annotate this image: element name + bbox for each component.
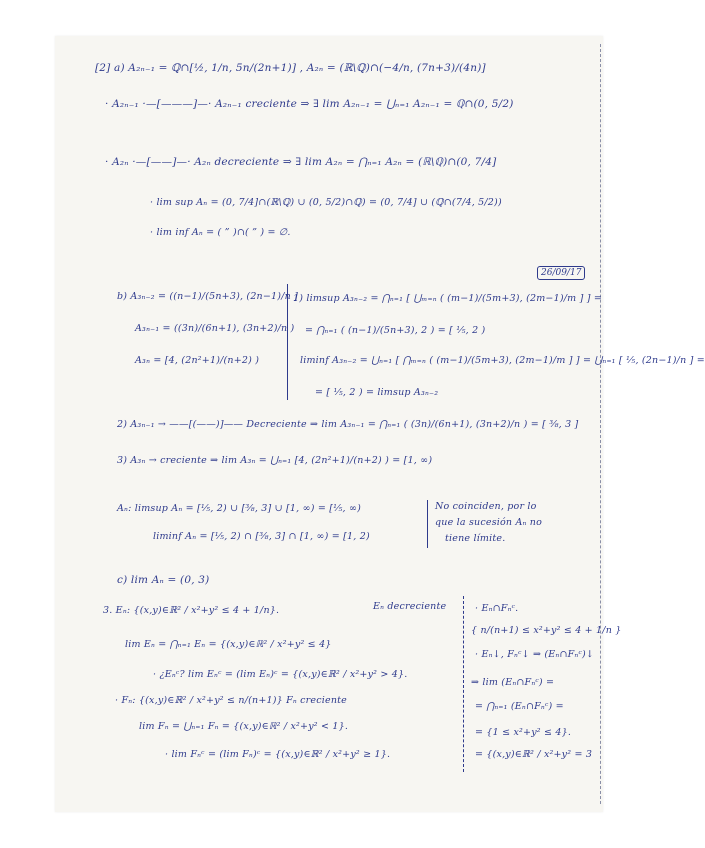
line-b2: 2) A₃ₙ₋₁ → ——[(——)]—— Decreciente ⇒ lim A₃ₙ₋₁ = ⋂ₙ₌₁ ( (3n)/(6n+1), (3n+2)/n ) = [ ⅜, 3 ] bbox=[117, 419, 579, 430]
line-en-decreciente: Eₙ decreciente bbox=[373, 601, 447, 612]
right-note-3: · Eₙ↓, Fₙᶜ↓ ⇒ (Eₙ∩Fₙᶜ)↓ bbox=[475, 649, 595, 660]
line-limsup-b1-result: = ⋂ₙ₌₁ ( (n−1)/(5n+3), 2 ) = [ ⅕, 2 ) bbox=[305, 325, 486, 336]
line-limsup-b1: 1) limsup A₃ₙ₋₂ = ⋂ₙ₌₁ [ ⋃ₘ₌ₙ ( (m−1)/(5m+3), (2m−1)/m ] ] = bbox=[293, 293, 602, 304]
line-b-3n-1: A₃ₙ₋₁ = ((3n)/(6n+1), (3n+2)/n ) bbox=[135, 323, 295, 334]
right-note-4: ⇒ lim (Eₙ∩Fₙᶜ) = bbox=[471, 677, 555, 688]
line-liminf-an: liminf Aₙ = [⅕, 2) ∩ [⅜, 3] ∩ [1, ∞) = [1, 2) bbox=[153, 531, 370, 542]
problem-3-statement: 3. Eₙ: {(x,y)∈ℝ² / x²+y² ≤ 4 + 1/n}. bbox=[103, 605, 280, 616]
line-liminf-a: · lim inf Aₙ = ( ” )∩( ” ) = ∅. bbox=[150, 227, 291, 238]
line-fn-def: · Fₙ: {(x,y)∈ℝ² / x²+y² ≤ n/(n+1)} Fₙ creciente bbox=[115, 695, 347, 706]
problem-2-statement: [2] a) A₂ₙ₋₁ = ℚ∩[½, 1/n, 5n/(2n+1)] , A₂ₙ = (ℝ\ℚ)∩(−4/n, (7n+3)/(4n)] bbox=[95, 62, 486, 74]
line-liminf-b1-result: = [ ⅕, 2 ) = limsup A₃ₙ₋₂ bbox=[315, 387, 439, 398]
line-lim-fnc: · lim Fₙᶜ = (lim Fₙ)ᶜ = {(x,y)∈ℝ² / x²+y² ≥ 1}. bbox=[165, 749, 391, 760]
line-lim-enc: · ¿Eₙᶜ? lim Eₙᶜ = (lim Eₙ)ᶜ = {(x,y)∈ℝ² / x²+y² > 4}. bbox=[153, 669, 408, 680]
line-b-3n-2: b) A₃ₙ₋₂ = ((n−1)/(5n+3), (2n−1)/n ] bbox=[117, 291, 299, 302]
note-line-3: tiene límite. bbox=[445, 533, 506, 544]
column-separator bbox=[287, 284, 288, 400]
right-note-1: · Eₙ∩Fₙᶜ. bbox=[475, 603, 519, 614]
line-a-even: · A₂ₙ ·—[——]—· A₂ₙ decreciente ⇒ ∃ lim A₂ₙ = ⋂ₙ₌₁ A₂ₙ = (ℝ\ℚ)∩(0, 7/4] bbox=[105, 156, 497, 168]
right-column-rule bbox=[463, 596, 464, 772]
line-lim-fn: lim Fₙ = ⋃ₙ₌₁ Fₙ = {(x,y)∈ℝ² / x²+y² < 1}. bbox=[139, 721, 349, 732]
right-note-7: = {(x,y)∈ℝ² / x²+y² = 3 bbox=[475, 749, 593, 760]
line-limsup-an: Aₙ: limsup Aₙ = [⅕, 2) ∪ [⅜, 3] ∪ [1, ∞) = [⅕, ∞) bbox=[117, 503, 362, 514]
line-b-3n: A₃ₙ = [4, (2n²+1)/(n+2) ) bbox=[135, 355, 260, 366]
right-note-2: { n/(n+1) ≤ x²+y² ≤ 4 + 1/n } bbox=[471, 625, 622, 636]
note-brace bbox=[427, 500, 428, 548]
line-a-odd: · A₂ₙ₋₁ ·—[———]—· A₂ₙ₋₁ creciente ⇒ ∃ lim A₂ₙ₋₁ = ⋃ₙ₌₁ A₂ₙ₋₁ = ℚ∩(0, 5/2) bbox=[105, 98, 514, 110]
note-line-2: que la sucesión Aₙ no bbox=[435, 517, 543, 528]
date-box: 26/09/17 bbox=[537, 266, 585, 280]
line-liminf-b1: liminf A₃ₙ₋₂ = ⋃ₙ₌₁ [ ⋂ₘ₌ₙ ( (m−1)/(5m+3), (2m−1)/m ] ] = ⋃ₙ₌₁ [ ⅕, (2n−1)/n ] = bbox=[300, 355, 705, 366]
line-limsup-a: · lim sup Aₙ = (0, 7/4]∩(ℝ\ℚ) ∪ (0, 5/2)∩ℚ) = (0, 7/4] ∪ (ℚ∩(7/4, 5/2)) bbox=[150, 197, 502, 208]
right-note-6: = {1 ≤ x²+y² ≤ 4}. bbox=[475, 727, 572, 738]
line-c: c) lim Aₙ = (0, 3) bbox=[117, 574, 210, 586]
line-b3: 3) A₃ₙ → creciente ⇒ lim A₃ₙ = ⋃ₙ₌₁ [4, (2n²+1)/(n+2) ) = [1, ∞) bbox=[117, 455, 433, 466]
notebook-page bbox=[55, 36, 705, 812]
note-line-1: No coinciden, por lo bbox=[435, 501, 537, 512]
page-margin-rule bbox=[600, 44, 601, 804]
line-lim-en: lim Eₙ = ⋂ₙ₌₁ Eₙ = {(x,y)∈ℝ² / x²+y² ≤ 4} bbox=[125, 639, 332, 650]
right-note-5: = ⋂ₙ₌₁ (Eₙ∩Fₙᶜ) = bbox=[475, 701, 564, 712]
